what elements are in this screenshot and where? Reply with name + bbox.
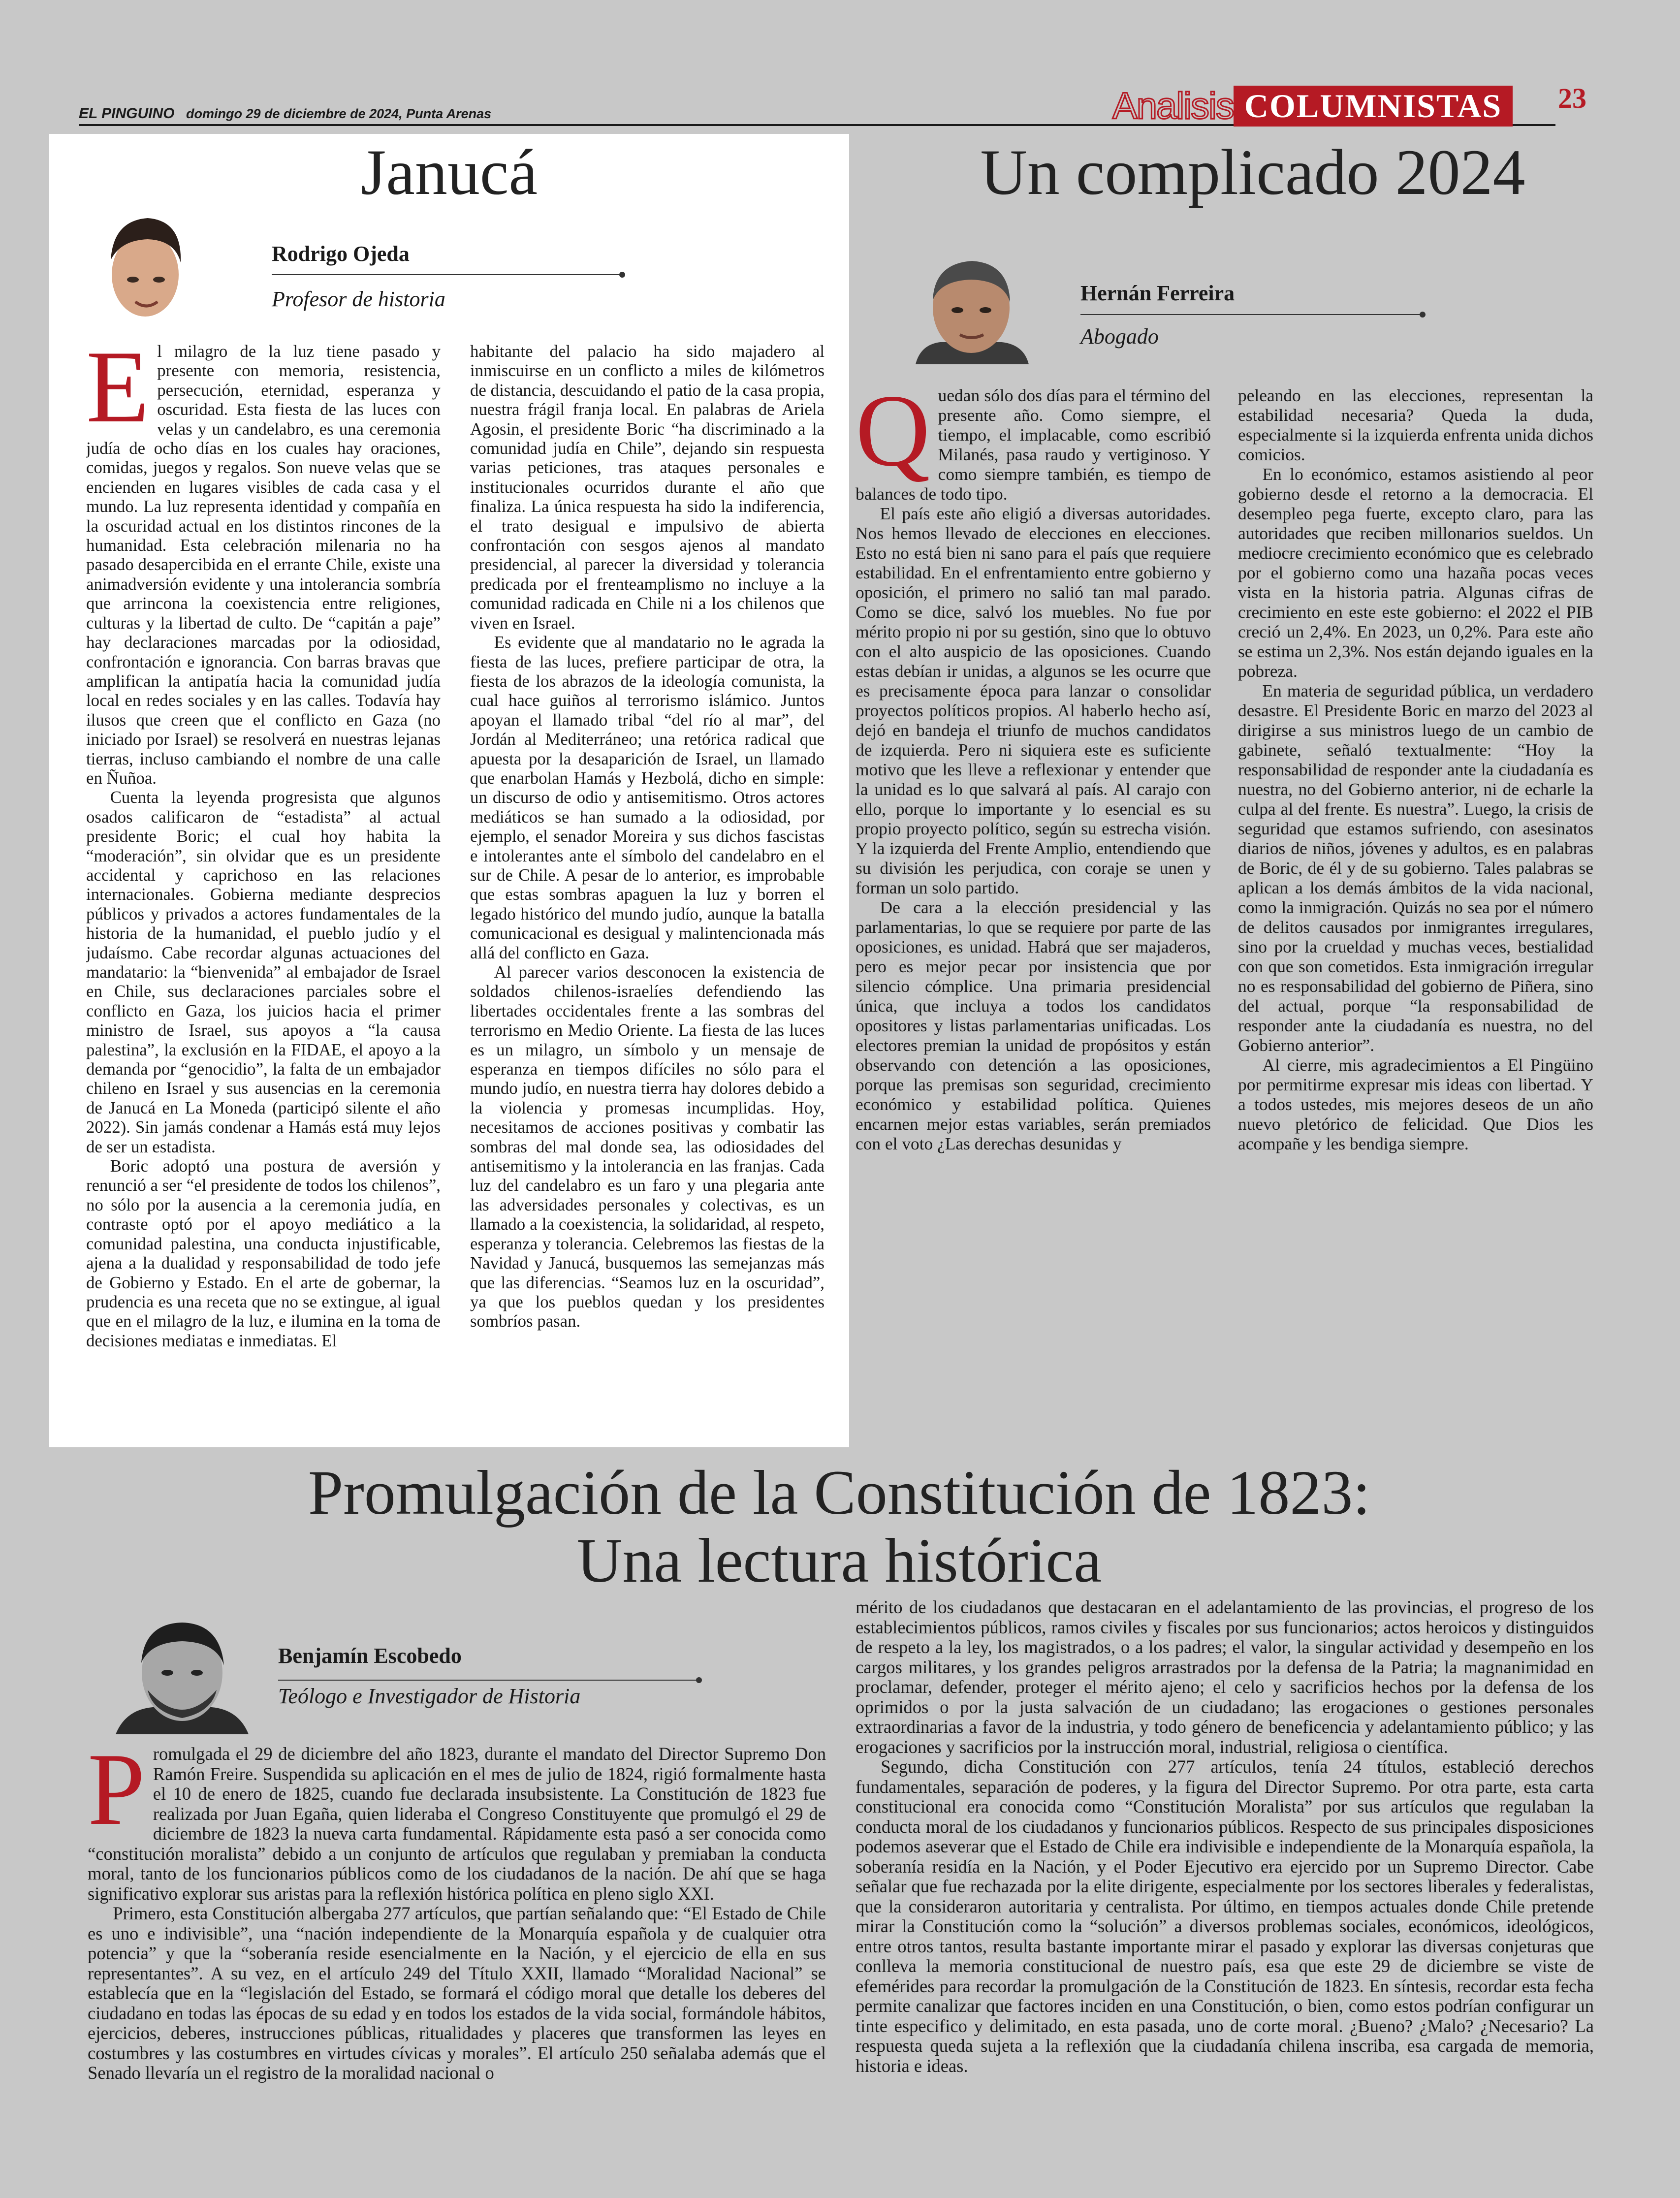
- paragraph: Al cierre, mis agradecimientos a El Pingüino por permitirme expresar mis ideas con libertad. Y a todos ustedes, mis mejores deseos de un año nuevo pletórico de felicidad. Que Dios les acompañe y les bendiga siempre.: [1238, 1055, 1593, 1153]
- article-1823-column-2: [856, 1597, 1594, 2139]
- article-1823-column-1: [88, 1744, 826, 2138]
- paragraph: Primero, esta Constitución albergaba 277 artículos, que partían señalando que: “El Estado de Chile es uno e indivisible”, una “nación independiente de la Monarquía española y de cualquier otra potencia” y que la “soberanía reside esencialmente en la Nación, y el ejercicio de ella en sus representantes”. A su vez, en el artículo 249 del Título XXII, llamado “Moralidad Nacional” se establecía que en la “legislación del Estado, se formará el código moral que detalle los deberes del ciudadano en todas las épocas de su edad y en todos los estados de la vida social, formándole hábitos, ejercicios, deberes, instrucciones públicas, ritualidades y placeres que transformen las leyes en costumbres y las costumbres en virtudes cívicas y morales”. El artículo 250 señalaba además que el Senado llevaría un el registro de la moralidad nacional o: [88, 1903, 826, 2083]
- author-rule: [272, 274, 622, 275]
- drop-cap: P: [88, 1744, 145, 1847]
- drop-cap: Q: [856, 385, 930, 488]
- paragraph: uedan sólo dos días para el término del presente año. Como siempre, el tiempo, el implacable, como escribió Milanés, pasa raudo y vertiginoso. Y como siempre también, es tiempo de balances de todo tipo.: [856, 385, 1211, 504]
- author-role: Teólogo e Investigador de Historia: [278, 1684, 581, 1708]
- article-1823-title-line-1: Promulgación de la Constitución de 1823:: [308, 1458, 1370, 1528]
- paragraph: Boric adoptó una postura de aversión y renunció a ser “el presidente de todos los chilenos”, no sólo por la ausencia a la ceremonia judía, en contraste optó por el apoyo mediático a la comunidad palestina, una conducta injustificable, ajena a la dualidad y responsabilidad de todo jefe de Gobierno y Estado. En el arte de gobernar, la prudencia es una receta que no se extingue, al igual que en el milagro de la luz, e ilumina en la toma de decisiones mediatas e inmediatas. El: [86, 1156, 441, 1350]
- paragraph: El país este año eligió a diversas autoridades. Nos hemos llevado de elecciones en elecciones. Esto no está bien ni sano para el país que requiere estabilidad. En el enfrentamiento entre gobierno y oposición, el primero no salió tan mal parado. Como se dice, salvó los muebles. No fue por mérito propio ni por su gestión, sino que lo obtuvo con el alto auspicio de las oposiciones. Cuando estas debían ir unidas, a algunos se les ocurre que es precisamente época para lanzar o consolidar proyectos políticos propios. Al haberlo hecho así, dejó en bandeja el triunfo de muchos candidatos de izquierda. Pero ni siquiera este es suficiente motivo que les lleve a reflexionar y entender que la unidad es lo que salvará al país. Al carajo con ello, porque lo importante y lo esencial es su propio proyecto político, según su estrecha visión. Y la izquierda del Frente Amplio, entendiendo que su división les perjudica, con coraje se unen y forman un solo partido.: [856, 504, 1211, 897]
- author-name: Rodrigo Ojeda: [272, 242, 410, 266]
- masthead: [79, 105, 491, 122]
- article-1823-title-line-2: Una lectura histórica: [576, 1526, 1102, 1595]
- paragraph: Segundo, dicha Constitución con 277 artículos, tenía 24 títulos, estableció derechos fundamentales, separación de poderes, y la figura del Director Supremo. Por otra parte, esta carta constitucional era conocida como “Constitución Moralista” por sus artículos que regulaban la conducta moral de los ciudadanos y funcionarios públicos. Respecto de sus principales disposiciones podemos aseverar que el Estado de Chile era indivisible e independiente de la Monarquía española, la soberanía residía en la Nación, y el Poder Ejecutivo era ejercido por un Supremo Director. Cabe señalar que fue rechazada por la elite dirigente, especialmente por los sectores liberales y federalistas, que la consideraron autoritaria y centralista. Por último, en tiempos actuales donde Chile pretende mirar la Constitución como la “solución” a diversos problemas sociales, económicos, ideológicos, entre otros tantos, resulta bastante importante mirar el pasado y explorar las diversas conjeturas que conlleva la memoria constitucional de nuestro país, esa que este 29 de diciembre se viste de efemérides para recordar la promulgación de la Constitución de 1823. En síntesis, recordar esta fecha permite canalizar que factores inciden en una Constitución, o bien, como estos podrían configurar un tinte especifico y delimitado, en esta pasada, uno de corte moral. ¿Bueno? ¿Malo? ¿Necesario? La respuesta queda sujeta a la reflexión que la ciudadanía chilena inscriba, esa cargada de memoria, historia e ideas.: [856, 1756, 1594, 2076]
- paragraph: Al parecer varios desconocen la existencia de soldados chilenos-israelíes defendiendo las libertades occidentales frente a las sombras del terrorismo en Medio Oriente. La fiesta de las luces es un milagro, un símbolo y un mensaje de esperanza en tiempos difíciles no sólo para el mundo judío, en nuestra tierra hay dolores debido a la violencia y promesas incumplidas. Hoy, necesitamos de acciones positivas y combatir las sombras del mal donde sea, las odiosidades del antisemitismo y la intolerancia en las franjas. Cada luz del candelabro es un faro y una plegaria ante las adversidades personales y colectivas, es un llamado a la coexistencia, la solidaridad, al respeto, esperanza y tolerancia. Celebremos las fiestas de la Navidad y Janucá, busquemos las semejanzas más que las diferencias. “Seamos luz en la oscuridad”, ya que los pueblos quedan y los presidentes sombríos pasan.: [470, 962, 824, 1331]
- author-role: Profesor de historia: [272, 287, 445, 311]
- paragraph: Es evidente que al mandatario no le agrada la fiesta de las luces, prefiere participar de otra, la fiesta de los abrazos de la ideología comunista, la cual hace guiños al terrorismo islámico. Juntos apoyan el llamado tribal “del río al mar”, del Jordán al Mediterráneo; una retórica radical que apuesta por la desaparición de Israel, un llamado que enarbolan Hamás y Hezbolá, dicho en simple: un discurso de odio y antisemitismo. Otros actores mediáticos se han sumado a la odiosidad, por ejemplo, el senador Moreira y sus dichos fascistas e intolerantes ante el símbolo del candelabro en el sur de Chile. A pesar de lo anterior, es improbable que estas sombras apaguen la luz y borren el legado histórico del mundo judío, aunque la batalla comunicacional es desigual y malintencionada más allá del conflicto en Gaza.: [470, 633, 824, 962]
- paragraph: De cara a la elección presidencial y las parlamentarias, lo que se requiere por parte de las oposiciones, es unidad. Habrá que ser majaderos, pero es mejor pecar por insistencia que por silencio cómplice. Una primaria presidencial única, que incluya a todos los candidatos opositores y listas parlamentarias unificadas. Los electores premian la unidad de propósitos y están observando con detención a las oposiciones, porque las premisas son seguridad, crecimiento económico y estabilidad política. Quienes encarnen mejor estas variables, serán premiados con el voto ¿Las derechas desunidas y: [856, 897, 1211, 1153]
- section-name: COLUMNISTAS: [1234, 86, 1513, 127]
- author-photo-hernan-ferreira: [906, 246, 1036, 364]
- author-photo-benjamin-escobedo: [106, 1604, 256, 1734]
- section-script: Analisis: [1112, 85, 1234, 127]
- author-rule: [278, 1680, 699, 1681]
- paragraph: peleando en las elecciones, representan la estabilidad necesaria? Queda la duda, especialmente si la izquierda enfrenta unida dichos comicios.: [1238, 385, 1593, 464]
- article-januca-column-1: [86, 342, 441, 1432]
- drop-cap: E: [86, 342, 150, 444]
- paragraph: habitante del palacio ha sido majadero al inmiscuirse en un conflicto a miles de kilómetros de distancia, descuidando el patio de la casa propia, nuestra frágil franja local. En palabras de Ariela Agosin, el presidente Boric “ha discriminado a la comunidad judía en Chile”, dejando sin respuesta varias peticiones, tras ataques personales e institucionales ocurridos durante el año que finaliza. La única respuesta ha sido la indiferencia, el trato desigual e impulsivo de abierta confrontación con sesgos ajenos al mandato presidencial, al parecer la diversidad y tolerancia predicada por el frenteamplismo no incluye a la comunidad radicada en Chile ni a los chilenos que viven en Israel.: [470, 342, 824, 633]
- paragraph: mérito de los ciudadanos que destacaran en el adelantamiento de las provincias, el progreso de los establecimientos públicos, ramos civiles y fiscales por sus funcionarios; actos heroicos y distinguidos de respeto a la ley, los magistrados, o a los padres; el valor, la singular actividad y desempeño en los cargos militares, y los grandes peligros arrastrados por la defensa de la Patria; la magnanimidad en proclamar, defender, proteger el mérito ajeno; el celo y sacrificios hechos por la defensa de los oprimidos o por la justa salvación de un ciudadano; las erogaciones o gestiones personales extraordinarias a favor de la industria, y todo género de beneficencia y adelantamiento público; y las erogaciones y sacrificios por la instrucción moral, industrial, religiosa o científica.: [856, 1597, 1594, 1757]
- author-portrait-icon: [101, 201, 187, 324]
- paragraph: romulgada el 29 de diciembre del año 1823, durante el mandato del Director Supremo Don Ramón Freire. Suspendida su aplicación en el mes de julio de 1824, rigió formalmente hasta el 10 de enero de 1825, cuando fue declarada insubsistente. La Constitución de 1823 fue realizada por Juan Egaña, quien lideraba el Congreso Constituyente que promulgó el 29 de diciembre de 1823 la nueva carta fundamental. Rápidamente esta pasó a ser conocida como “constitución moralista” debido a un conjunto de artículos que regulaban y premiaban la conducta moral, tanto de los funcionarios públicos como de los ciudadanos de la nación. De ahí que se haga significativo explorar sus aristas para la reflexión histórica política en pleno siglo XXI.: [88, 1744, 826, 1904]
- article-januca-column-2: [470, 342, 824, 1432]
- author-name: Hernán Ferreira: [1080, 281, 1235, 305]
- article-januca-title: Janucá: [360, 136, 538, 208]
- section-label: [1112, 85, 1513, 130]
- author-name: Benjamín Escobedo: [278, 1644, 462, 1668]
- paragraph: Cuenta la leyenda progresista que algunos osados calificaron de “estadista” al actual presidente Boric; el cual hoy habita la “moderación”, sin olvidar que es un presidente accidental y caprichoso en las relaciones internacionales. Gobierna mediante desprecios públicos y privados a actores fundamentales de la historia de la humanidad, el pueblo judío y el judaísmo. Cabe recordar algunas actuaciones del mandatario: la “bienvenida” al embajador de Israel en Chile, sus declaraciones parciales sobre el conflicto en Gaza, los juicios hacia el primer ministro de Israel, sus apoyos a “la causa palestina”, la exclusión en la FIDAE, el apoyo a la demanda por “genocidio”, la falta de un embajador chileno en Israel y sus ausencias en la ceremonia de Janucá en La Moneda (participó silente el año 2022). Sin jamás condenar a Hamás está muy lejos de ser un estadista.: [86, 788, 441, 1156]
- dateline: domingo 29 de diciembre de 2024, Punta Arenas: [186, 106, 492, 121]
- author-role: Abogado: [1080, 324, 1159, 349]
- paragraph: En materia de seguridad pública, un verdadero desastre. El Presidente Boric en marzo del 2023 al dirigirse a sus ministros luego de un cambio de gabinete, señaló textualmente: “Hoy la responsabilidad de responder ante la ciudadanía es nuestra, no del Gobierno anterior, ni de echarle la culpa al del frente. Es nuestra”. Luego, la crisis de seguridad que estamos sufriendo, con asesinatos diarios de niños, jóvenes y adultos, es en palabras de Boric, de él y de su gobierno. Tales palabras se aplican a los demás ámbitos de la vida nacional, como la inmigración. Quizás no sea por el número de delitos causados por inmigrantes irregulares, sino por la crueldad y muchas veces, bestialidad con que son cometidos. Esta inmigración irregular no es responsabilidad del gobierno de Piñera, sino del actual, porque “la responsabilidad de responder ante la ciudadanía es nuestra, no del Gobierno anterior”.: [1238, 681, 1593, 1055]
- paragraph: En lo económico, estamos asistiendo al peor gobierno desde el retorno a la democracia. El desempleo pega fuerte, excepto claro, para las autoridades que reciben millonarios sueldos. Un mediocre crecimiento económico que es celebrado por el gobierno como una hazaña pocas veces vista en la historia patria. Algunas cifras de crecimiento en este este gobierno: el 2022 el PIB creció un 2,4%. En 2023, un 0,2%. Para este año se estima un 2,3%. Nos están dejando iguales en la pobreza.: [1238, 464, 1593, 681]
- newspaper-name: EL PINGUINO: [79, 105, 175, 122]
- author-portrait-icon: [906, 246, 1036, 364]
- article-2024-column-1: [856, 385, 1211, 1311]
- article-2024-column-2: [1238, 385, 1593, 1311]
- author-photo-rodrigo-ojeda: [101, 201, 187, 324]
- article-2024-title: Un complicado 2024: [980, 136, 1525, 208]
- paragraph: l milagro de la luz tiene pasado y presente con memoria, resistencia, persecución, eternidad, esperanza y oscuridad. Esta fiesta de las luces con velas y un candelabro, es una ceremonia judía de ocho días en los cuales hay oraciones, comidas, juegos y regalos. Son nueve velas que se encienden en lugares visibles de cada casa y el mundo. La luz representa identidad y compañía en la oscuridad actual en los distintos rincones de la humanidad. Esta celebración milenaria no ha pasado desapercibida en el errante Chile, existe una animadversión evidente y una intolerancia sombría que arrincona la coexistencia entre religiones, culturas y la libertad de culto. De “capitán a paje” hay declaraciones marcadas por la odiosidad, confrontación e ignorancia. Con barras bravas que amplifican la antipatía hacia la comunidad judía local en redes sociales y en las calles. Todavía hay ilusos que creen que el conflicto en Gaza (no iniciado por Israel) se resolverá en nuestras lejanas tierras, incluso cambiando el nombre de una calle en Ñuñoa.: [86, 342, 441, 788]
- author-portrait-icon: [106, 1604, 256, 1734]
- author-rule: [1080, 314, 1423, 315]
- page-number: 23: [1558, 82, 1586, 114]
